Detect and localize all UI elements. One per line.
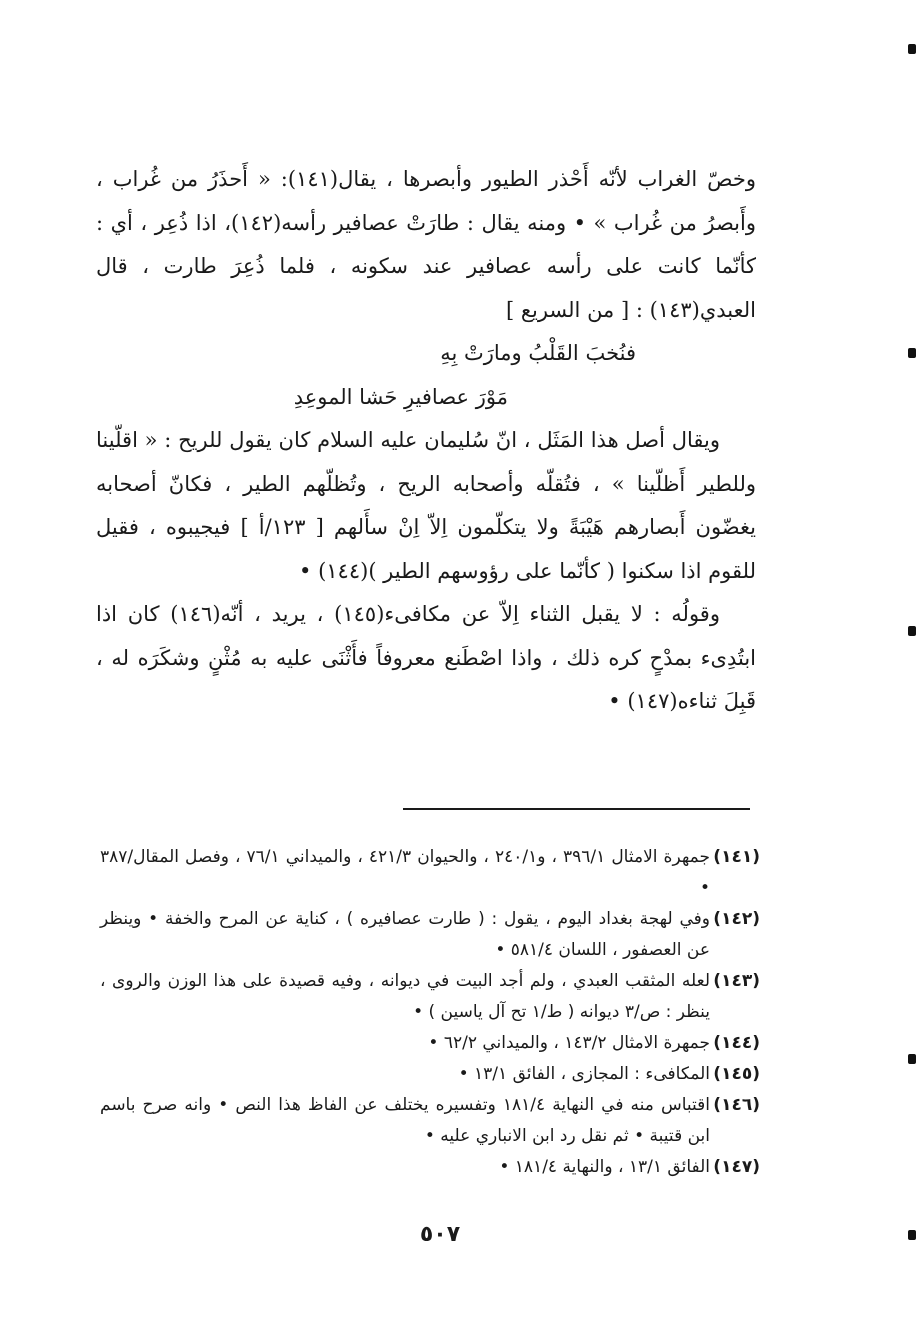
scan-edge-mark [908, 348, 916, 358]
footnote-number: (١٤٤) [713, 1033, 760, 1053]
footnotes [100, 842, 760, 1183]
scan-edge-mark [908, 1230, 916, 1240]
page-number: ٥٠٧ [419, 1222, 461, 1247]
verse-line-1: فنُخبَ القَلْبُ ومارَتْ بِهِ [440, 341, 636, 365]
footnote-text: الفائق ١٣/١ ، والنهاية ١٨١/٤ • [499, 1157, 710, 1177]
footnote-text: لعله المثقب العبدي ، ولم أجد البيت في ديوانه ، وفيه قصيدة على هذا الوزن والروى ، ينظر : ص/٣ ديوانه ( ط/١ تح آل ياسين ) • [100, 971, 710, 1022]
paragraph-3: وقولُه : لا يقبل الثناء اِلاّ عن مكافىء(١٤٥) ، يريد ، أنّه(١٤٦) كان اذا ابتُدِىء بمدْحٍ كره ذلك ، واذا اصْطَنع معروفاً فأَثْنَى عليه به مُثْنٍ وشكَرَه له ، قَبِلَ ثناءه(١٤٧) • [96, 602, 756, 713]
footnote-144 [100, 1028, 760, 1059]
scan-edge-mark [908, 44, 916, 54]
footnote-text: جمهرة الامثال ٣٩٦/١ ، و٢٤٠/١ ، والحيوان ٤٢١/٣ ، والميداني ٧٦/١ ، وفصل المقال/٣٨٧ • [100, 847, 710, 898]
footnote-separator [403, 808, 750, 810]
footnote-141 [100, 842, 760, 904]
footnote-text: اقتباس منه في النهاية ١٨١/٤ وتفسيره يختلف عن الفاظ هذا النص • وانه صرح باسم ابن قتيبة • ثم نقل رد ابن الانباري عليه • [100, 1095, 710, 1146]
footnote-number: (١٤٧) [713, 1157, 760, 1177]
footnote-146 [100, 1090, 760, 1152]
footnote-number: (١٤١) [713, 847, 760, 867]
scan-edge-mark [908, 1054, 916, 1064]
paragraph-2: ويقال أصل هذا المَثَل ، انّ سُليمان عليه السلام كان يقول للريح : « اقلّينا وللطير أَظلّينا » ، فتُقلّه وأصحابه الريح ، وتُظلّهم الطير ، فكانّ أصحابه يغضّون أَبصارهم هَيْبَةً ولا يتكلّمون اِلاّ اِنْ سأَلهم [ ١٢٣/أ ] فيجيبوه ، فقيل للقوم اذا سكنوا ( كأنّما على رؤوسهم الطير )(١٤٤) • [96, 428, 756, 583]
footnote-number: (١٤٥) [713, 1064, 760, 1084]
footnote-text: جمهرة الامثال ١٤٣/٢ ، والميداني ٦٢/٢ • [428, 1033, 710, 1053]
footnote-text: المكافىء : المجازى ، الفائق ١٣/١ • [458, 1064, 710, 1084]
verse-line-2: مَوْرَ عصافيرِ حَشا الموعِدِ [293, 384, 508, 409]
footnote-number: (١٤٢) [713, 909, 760, 929]
footnote-142 [100, 904, 760, 966]
footnote-text: وفي لهجة بغداد اليوم ، يقول : ( طارت عصافيره ) ، كناية عن المرح والخفة • وينظر عن العصفور ، اللسان ٥٨١/٤ • [100, 909, 710, 960]
footnote-147 [100, 1152, 760, 1183]
main-text-block [96, 158, 756, 724]
footnote-145 [100, 1059, 760, 1090]
footnote-number: (١٤٣) [713, 971, 760, 991]
footnote-143 [100, 966, 760, 1028]
scan-edge-mark [908, 626, 916, 636]
footnote-number: (١٤٦) [713, 1095, 760, 1115]
paragraph-1: وخصّ الغراب لأنّه أَحْذر الطيور وأبصرها ، يقال(١٤١): « أَحذَرُ من غُراب ، وأَبصرُ من غُراب » • ومنه يقال : طارَتْ عصافير رأسه(١٤٢)، اذا ذُعِر ، أي : كأنّما كانت على رأسه عصافير عند سكونه ، فلما ذُعِرَ طارت ، قال العبدي(١٤٣) : [ من السريع ] [96, 167, 756, 322]
